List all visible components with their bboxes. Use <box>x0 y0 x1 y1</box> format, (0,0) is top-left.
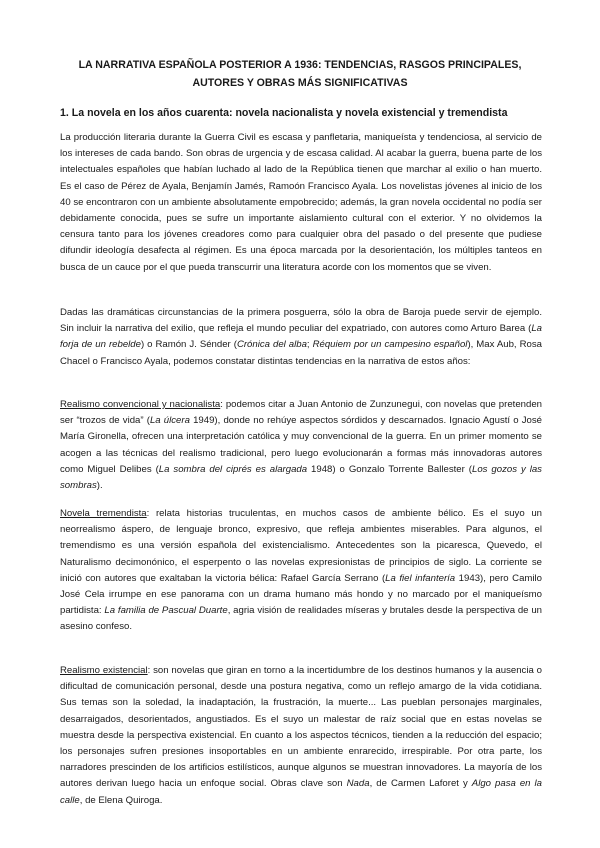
tendency-label: Realismo convencional y nacionalista <box>60 399 221 410</box>
work-title: Los gozos y las sombras <box>60 463 542 492</box>
text-run: 1948) o Gonzalo Torrente Ballester ( <box>307 463 472 475</box>
text-run: ; <box>306 339 313 351</box>
work-title: Réquiem por un campesino español <box>312 339 468 351</box>
tendency-label: Realismo existencial <box>60 665 148 676</box>
text-run: Dadas las dramáticas circunstancias de la primera posguerra, sólo la obra de Baroja puede servir de ejemplo. Sin incluir la narrativa del exilio, que refleja el mundo peculiar del expatriado, con autores como Arturo Barea ( <box>60 307 542 335</box>
work-title: La familia de Pascual Duarte <box>104 605 228 617</box>
text-run: : podemos citar a Juan Antonio de Zunzunegui, con novelas que pretenden ser “trozos de vida” ( <box>60 399 543 427</box>
work-title: La sombra del ciprés es alargada <box>158 463 308 475</box>
work-title: Crónica del alba <box>236 339 307 351</box>
text-run: : son novelas que giran en torno a la incertidumbre de los destinos humanos y la ausencia o dificultad de comunicación personal, desde una postura negativa, como un reflejo amargo de la vida cotidiana. Sus temas son la soledad, la inadaptación, la frustración, la muerte... Las pueblan personajes marginales, desarraigados, desorientados, angustiados. Es el suyo un malestar de raíz social que en estas novelas se muestra desde la perspectiva existencial. En cuanto a los aspectos técnicos, tienden a la reducción del espacio; los personajes sufren presiones insoportables en un ambiente enrarecido, irrespirable. Por otra parte, los narradores prescinden de los artificios estilísticos, aunque algunos se muestran innovadores. La mayoría de los autores derivan luego hacia un enfoque social. Obras clave son <box>60 665 542 790</box>
paragraph-realismo-convencional <box>60 397 542 494</box>
text-run: 1943), pero Camilo José Cela irrumpe en ese panorama con un drama humano más hondo y no marcado por el maniqueísmo partidista: <box>60 572 542 617</box>
text-run: ), Max Aub, Rosa Chacel o Francisco Ayala, podemos constatar distintas tendencias en la narrativa de estos años: <box>60 339 542 367</box>
text-run: , de Elena Quiroga. <box>79 794 163 806</box>
text-run: , agria visión de realidades míseras y brutales desde la perspectiva de un asesino confeso. <box>60 605 543 633</box>
work-title: Algo pasa en la calle <box>60 778 543 806</box>
paragraph-realismo-existencial <box>60 663 542 809</box>
work-title: La forja de un rebelde <box>60 323 542 351</box>
title-line-1: LA NARRATIVA ESPAÑOLA POSTERIOR A 1936: TENDENCIAS, RASGOS PRINCIPALES, <box>78 59 522 71</box>
text-run: , de Carmen Laforet y <box>369 778 472 790</box>
paragraph-context <box>60 305 542 370</box>
document-title <box>60 56 540 92</box>
work-title: Nada <box>346 778 370 790</box>
paragraph-intro: La producción literaria durante la Guerra Civil es escasa y panfletaria, maniqueísta y tendenciosa, al servicio de los intereses de cada bando. Son obras de urgencia y de escasa calidad. Al acabar la guerra, buena parte de los intelectuales españoles que habían luchado al lado de la República tienen que marchar al exilio o han muerto. Es el caso de Pérez de Ayala, Benjamín Jamés, Ramoón Francisco Ayala. Los novelistas jóvenes al inicio de los 40 se encontraron con un ambiente absolutamente empobrecido; además, la gran novela occidental no podía ser debidamente conocida, pues se sufre un importante aislamiento cultural con el exterior. Y no olvidemos la censura tanto para los jóvenes creadores como para cualquier obra del pasado o del presente que pudiese difundir ideología desafecta al régimen. Es una época marcada por la desorientación, los múltiples tanteos en busca de un cauce por el que pueda transcurrir una literatura acorde con los momentos que se viven. <box>60 132 542 273</box>
text-run: ). <box>96 480 103 492</box>
text-run: ) o Ramón J. Sénder ( <box>140 339 237 351</box>
title-line-2: AUTORES Y OBRAS MÁS SIGNIFICATIVAS <box>192 77 408 89</box>
section-heading: 1. La novela en los años cuarenta: novela nacionalista y novela existencial y tremendista <box>60 107 508 119</box>
text-run: : relata historias truculentas, en muchos casos de ambiente bélico. Es el suyo un neorrealismo áspero, de lenguaje bronco, expresivo, que refleja ambientes miserables. Para algunos, el tremendismo es una versión española del existencialismo. Antecedentes son la picaresca, Quevedo, el Naturalismo decimonónico, el esperpento o las novelas expresionistas de principios de siglo. La corriente se inició con autores que exaltaban la victoria bélica: Rafael García Serrano ( <box>60 508 542 584</box>
work-title: La úlcera <box>149 415 190 427</box>
work-title: La fiel infantería <box>385 572 456 584</box>
tendency-label: Novela tremendista <box>60 508 147 519</box>
paragraph-tremendista <box>60 506 542 636</box>
text-run: 1949), donde no rehúye aspectos sórdidos y descarnados. Ignacio Agustí o José María Gironella, ofrecen una interpretación católica y muy convencional de la guerra. En un primer momento se acogen a las técnicas del realismo tradicional, pero luego evolucionarán a formas más innovadoras autores como Miguel Delibes ( <box>60 415 542 475</box>
